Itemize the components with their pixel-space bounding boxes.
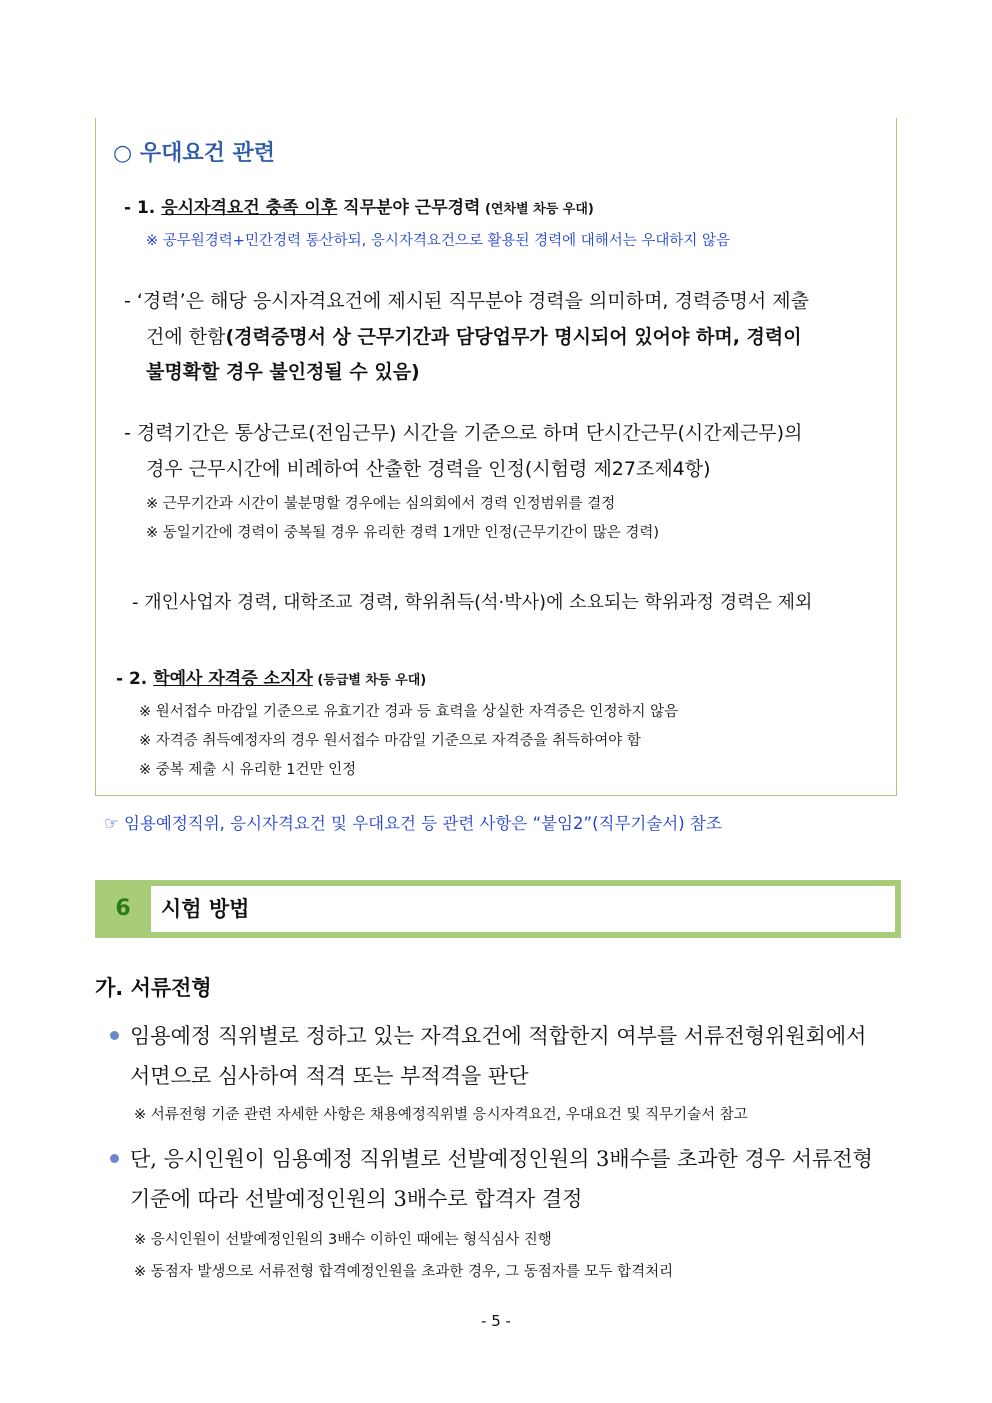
section-header	[95, 880, 901, 938]
section-title: 시험 방법	[161, 897, 250, 921]
career-period-line1: - 경력기간은 통상근로(전임근무) 시간을 기준으로 하며 단시간근무(시간제근무)의	[124, 422, 803, 444]
bullet1-line2: 서면으로 심사하여 적격 또는 부적격을 판단	[130, 1064, 529, 1088]
item2-small: (등급별 차등 우대)	[312, 673, 427, 688]
item2-title	[116, 664, 426, 689]
bullet2-note2: ※ 동점자 발생으로 서류전형 합격예정인원을 초과한 경우, 그 동점자를 모두 합격처리	[134, 1264, 674, 1280]
item1-underlined: 응시자격요건 충족 이후	[161, 198, 338, 218]
preferential-heading: ○ 우대요건 관련	[113, 141, 276, 166]
bullet-icon	[110, 1031, 119, 1040]
item1-small: (연차별 차등 우대)	[480, 202, 594, 217]
section-number: 6	[115, 896, 131, 921]
item2-note3: ※ 중복 제출 시 유리한 1건만 인정	[139, 762, 357, 778]
screening-heading: 가. 서류전형	[95, 976, 212, 1000]
career-def-line2	[146, 319, 802, 355]
career-period-line2: 경우 근무시간에 비례하여 산출한 경력을 인정(시험령 제27조제4항)	[146, 458, 711, 480]
bullet2-line2: 기준에 따라 선발예정인원의 3배수로 합격자 결정	[130, 1187, 583, 1211]
item1-prefix: - 1.	[124, 198, 162, 218]
bullet1-note: ※ 서류전형 기준 관련 자세한 사항은 채용예정직위별 응시자격요건, 우대요건 및 직무기술서 참고	[134, 1107, 748, 1123]
bullet2-line1: 단, 응시인원이 임용예정 직위별로 선발예정인원의 3배수를 초과한 경우 서류전형	[130, 1147, 873, 1171]
career-period-note2: ※ 동일기간에 경력이 중복될 경우 유리한 경력 1개만 인정(근무기간이 많은 경력)	[146, 525, 659, 541]
item2-note1: ※ 원서접수 마감일 기준으로 유효기간 경과 등 효력을 상실한 자격증은 인정하지 않음	[139, 704, 679, 720]
bullet1-line1: 임용예정 직위별로 정하고 있는 자격요건에 적합한지 여부를 서류전형위원회에서	[130, 1024, 867, 1048]
item1-title	[124, 193, 594, 218]
career-def-line2-normal: 건에 한함	[146, 326, 226, 348]
career-def-line3: 불명확할 경우 불인정될 수 있음)	[146, 361, 420, 383]
item2-prefix: - 2.	[116, 669, 154, 689]
page-number: - 5 -	[481, 1312, 511, 1330]
item2-note2: ※ 자격증 취득예정자의 경우 원서접수 마감일 기준으로 자격증을 취득하여야 함	[139, 733, 641, 749]
section-title-box	[151, 886, 895, 932]
bullet-icon	[110, 1154, 119, 1163]
item1-note: ※ 공무원경력+민간경력 통산하되, 응시자격요건으로 활용된 경력에 대해서는 우대하지 않음	[146, 233, 731, 249]
career-def-line1: - ‘경력’은 해당 응시자격요건에 제시된 직무분야 경력을 의미하며, 경력증명서 제출	[124, 290, 810, 312]
reference-note: ☞ 임용예정직위, 응시자격요건 및 우대요건 등 관련 사항은 “붙임2”(직무기술서) 참조	[104, 814, 722, 833]
career-def-line2-bold: (경력증명서 상 근무기간과 담당업무가 명시되어 있어야 하며, 경력이	[225, 326, 802, 348]
exclusion-text: - 개인사업자 경력, 대학조교 경력, 학위취득(석·박사)에 소요되는 학위과정 경력은 제외	[132, 592, 813, 613]
career-period-note1: ※ 근무기간과 시간이 불분명할 경우에는 심의회에서 경력 인정범위를 결정	[146, 496, 616, 512]
item2-underlined: 학예사 자격증 소지자	[153, 669, 313, 689]
bullet2-note1: ※ 응시인원이 선발예정인원의 3배수 이하인 때에는 형식심사 진행	[134, 1232, 552, 1248]
item1-bold: 직무분야 근무경력	[337, 198, 481, 218]
